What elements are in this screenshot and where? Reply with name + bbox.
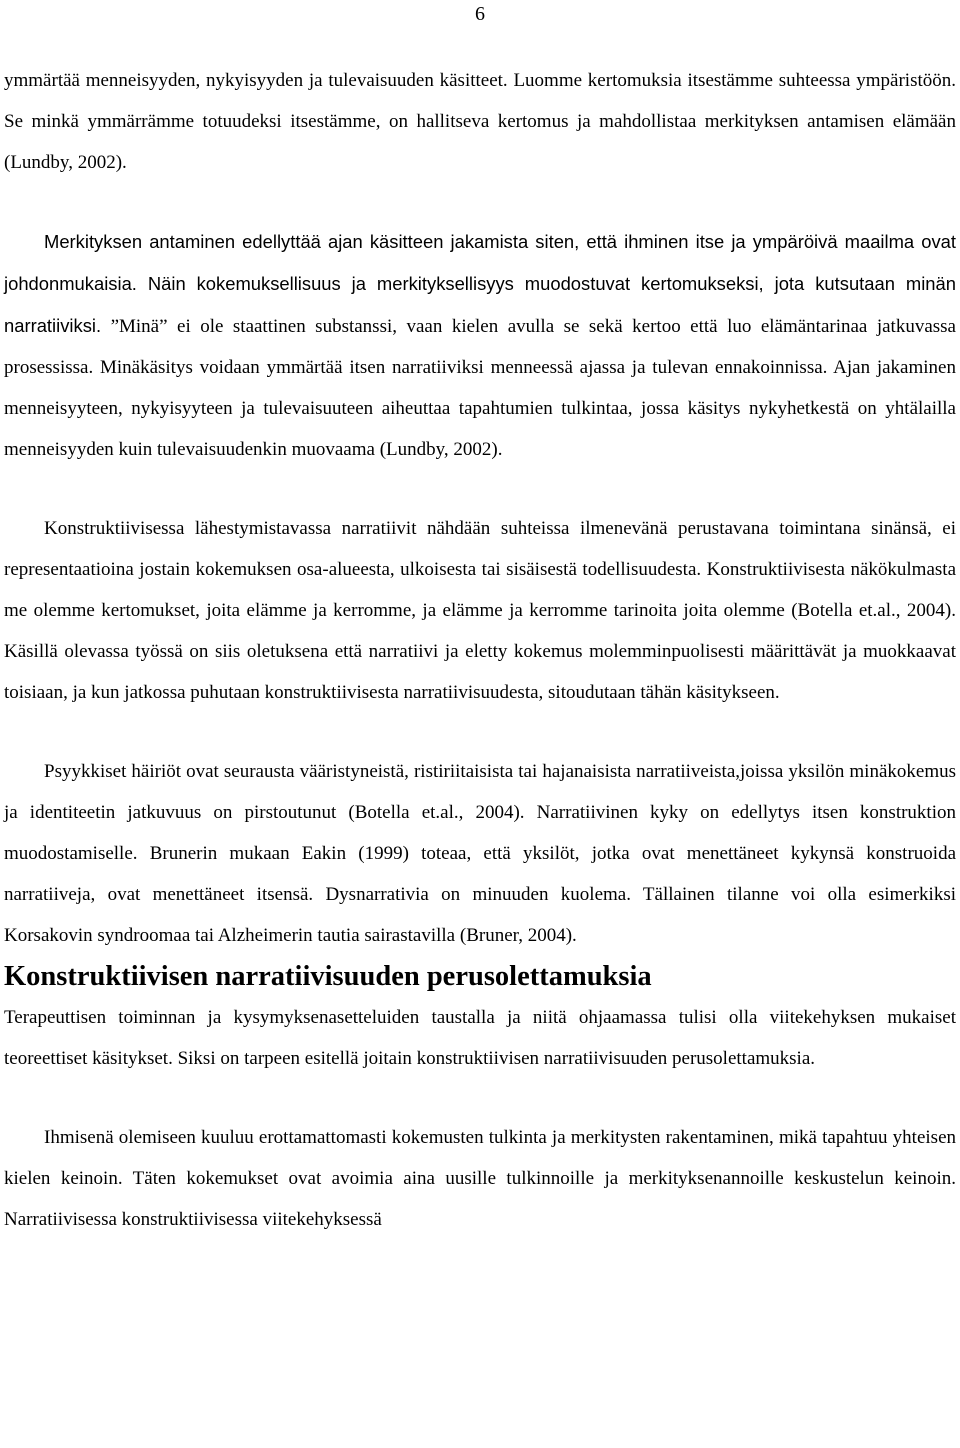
paragraph-therapy: Terapeuttisen toiminnan ja kysymyksenasetteluiden taustalla ja niitä ohjaamassa tulisi olla viitekehyksen mukaiset teoreettiset käsitykset. Siksi on tarpeen esitellä joitain konstruktiivisen narratiivisuuden perusolettamuksia. <box>4 1007 956 1069</box>
paragraph-meaning-serif-part: ”Minä” ei ole staattinen substanssi, vaan kielen avulla se sekä kertoo että luo elämäntarinaa jatkuvassa prosessissa. Minäkäsitys voidaan ymmärtää itsen narratiiviksi menneessä ajassa ja tulevan ennakoinnissa. Ajan jakaminen menneisyyteen, nykyisyyteen ja tulevaisuuteen aiheuttaa tapahtumien tulkintaa, jossa käsitys nykyhetkestä on yhtälailla menneisyyden kuin tulevaisuudenkin muovaama (Lundby, 2002). <box>4 316 956 460</box>
paragraph-meaning-sans-part: Merkityksen antaminen edellyttää ajan käsitteen jakamista siten, että ihminen itse ja ympäröivä maailma ovat johdonmukaisia. Näin kokemuksellisuus ja merkityksellisyys muodostuvat kertomukseksi, jota kutsutaan minän narratiiviksi. <box>4 231 956 336</box>
paragraph-constructive: Konstruktiivisessa lähestymistavassa narratiivit nähdään suhteissa ilmenevänä perustavana toimintana sinänsä, ei representaatioina jostain kokemuksen osa-alueesta, ulkoisesta tai sisäisestä todellisuudesta. Konstruktiivisesta näkökulmasta me olemme kertomukset, joita elämme ja kerromme, ja elämme ja kerromme tarinoita joita olemme (Botella et.al., 2004). Käsillä olevassa työssä on siis oletuksena että narratiivi ja eletty kokemus molemminpuolisesti määrittävät ja muokkaavat toisiaan, ja kun jatkossa puhutaan konstruktiivisesta narratiivisuudesta, sitoudutaan tähän käsitykseen. <box>4 518 956 703</box>
paragraph-human: Ihmisenä olemiseen kuuluu erottamattomasti kokemusten tulkinta ja merkitysten rakentaminen, mikä tapahtuu yhteisen kielen keinoin. Täten kokemukset ovat avoimia aina uusille tulkinnoille ja merkityksenannoille keskustelun keinoin. Narratiivisessa konstruktiivisessa viitekehyksessä <box>4 1127 956 1230</box>
document-body <box>4 60 956 1240</box>
paragraph-disorders: Psyykkiset häiriöt ovat seurausta vääristyneistä, ristiriitaisista tai hajanaisista narratiiveista,joissa yksilön minäkokemus ja identiteetin jatkuvuus on pirstoutunut (Botella et.al., 2004). Narratiivinen kyky on edellytys itsen konstruktion muodostamiselle. Brunerin mukaan Eakin (1999) toteaa, että yksilöt, jotka ovat menettäneet kykynsä konstruoida narratiiveja, ovat menettäneet itsensä. Dysnarrativia on minuuden kuolema. Tällainen tilanne voi olla esimerkiksi Korsakovin syndroomaa tai Alzheimerin tautia sairastavilla (Bruner, 2004). <box>4 761 956 946</box>
section-heading: Konstruktiivisen narratiivisuuden perusolettamuksia <box>4 961 652 992</box>
paragraph-intro: ymmärtää menneisyyden, nykyisyyden ja tulevaisuuden käsitteet. Luomme kertomuksia itsestämme suhteessa ympäristöön. Se minkä ymmärrämme totuudeksi itsestämme, on hallitseva kertomus ja mahdollistaa merkityksen antamisen elämään (Lundby, 2002). <box>4 70 956 173</box>
page-number: 6 <box>475 3 485 25</box>
paragraph-meaning <box>4 221 956 470</box>
